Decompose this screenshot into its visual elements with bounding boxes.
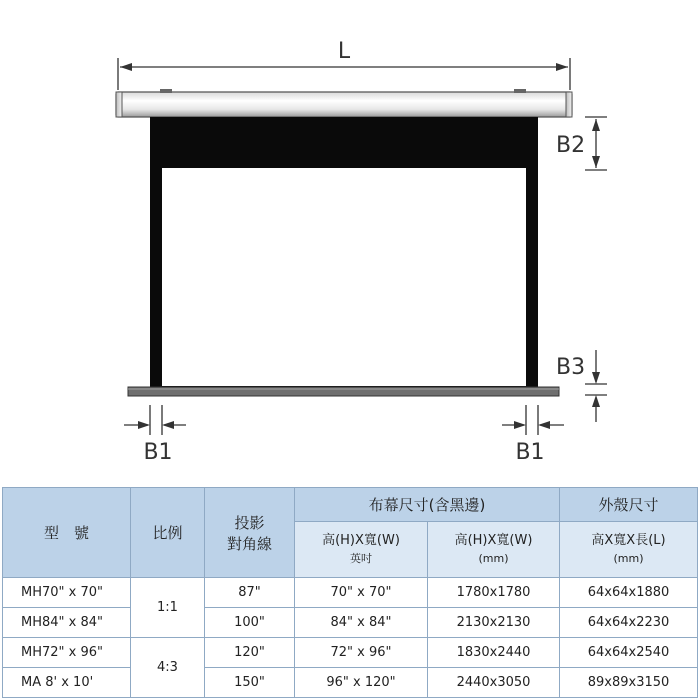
projection-screen xyxy=(150,117,538,395)
dimension-b1-right-label: B1 xyxy=(515,440,545,465)
header-model: 型 號 xyxy=(3,488,131,578)
row-screen-mm: 1830x2440 xyxy=(428,638,560,668)
dimension-l xyxy=(118,39,570,90)
bottom-weight-bar xyxy=(128,387,559,396)
dimension-b3 xyxy=(556,350,607,422)
row-diagonal: 150" xyxy=(205,668,295,698)
row-ratio: 1:1 xyxy=(131,578,205,638)
spec-table xyxy=(2,487,698,698)
dimension-b2-label: B2 xyxy=(556,133,586,158)
screen-case xyxy=(116,89,572,117)
dimension-b1-left-label: B1 xyxy=(143,440,173,465)
header-screen-inch-line2: 英吋 xyxy=(350,551,372,565)
dimension-b2 xyxy=(556,117,607,170)
screen-white-area xyxy=(162,168,526,386)
row-case: 64x64x2540 xyxy=(560,638,698,668)
row-model: MH70" x 70" xyxy=(3,578,131,608)
header-diagonal-line1: 投影 xyxy=(234,513,265,532)
dimension-b1-right xyxy=(502,405,564,465)
row-model: MA 8' x 10' xyxy=(3,668,131,698)
row-diagonal: 100" xyxy=(205,608,295,638)
header-case-dims xyxy=(560,522,698,578)
header-screen-size: 布幕尺寸(含黑邊) xyxy=(295,488,560,522)
row-screen-inch: 70" x 70" xyxy=(295,578,428,608)
row-case: 89x89x3150 xyxy=(560,668,698,698)
table-row xyxy=(3,668,698,698)
header-screen-inch xyxy=(295,522,428,578)
table-row xyxy=(3,608,698,638)
row-diagonal: 120" xyxy=(205,638,295,668)
header-screen-mm-line2: (mm) xyxy=(478,551,509,565)
header-case-dims-line1: 高X寬X長(L) xyxy=(591,532,666,548)
row-screen-mm: 2130x2130 xyxy=(428,608,560,638)
table-row xyxy=(3,578,698,608)
table-row xyxy=(3,638,698,668)
table-header-row-1 xyxy=(3,488,698,522)
dimension-b1-left xyxy=(124,405,186,465)
header-diagonal-line2: 對角線 xyxy=(226,534,272,553)
header-case-dims-line2: (mm) xyxy=(613,551,644,565)
header-ratio: 比例 xyxy=(131,488,205,578)
header-case-size: 外殼尺寸 xyxy=(560,488,698,522)
row-screen-mm: 1780x1780 xyxy=(428,578,560,608)
header-screen-inch-line1: 高(H)X寬(W) xyxy=(322,532,400,548)
row-model: MH72" x 96" xyxy=(3,638,131,668)
header-screen-mm xyxy=(428,522,560,578)
row-case: 64x64x2230 xyxy=(560,608,698,638)
header-diagonal xyxy=(205,488,295,578)
row-diagonal: 87" xyxy=(205,578,295,608)
dimension-b3-label: B3 xyxy=(556,355,586,380)
row-screen-inch: 84" x 84" xyxy=(295,608,428,638)
row-screen-inch: 72" x 96" xyxy=(295,638,428,668)
row-case: 64x64x1880 xyxy=(560,578,698,608)
row-model: MH84" x 84" xyxy=(3,608,131,638)
row-screen-inch: 96" x 120" xyxy=(295,668,428,698)
row-screen-mm: 2440x3050 xyxy=(428,668,560,698)
dimension-l-label: L xyxy=(337,39,351,64)
row-ratio: 4:3 xyxy=(131,638,205,698)
header-screen-mm-line1: 高(H)X寬(W) xyxy=(454,532,533,548)
